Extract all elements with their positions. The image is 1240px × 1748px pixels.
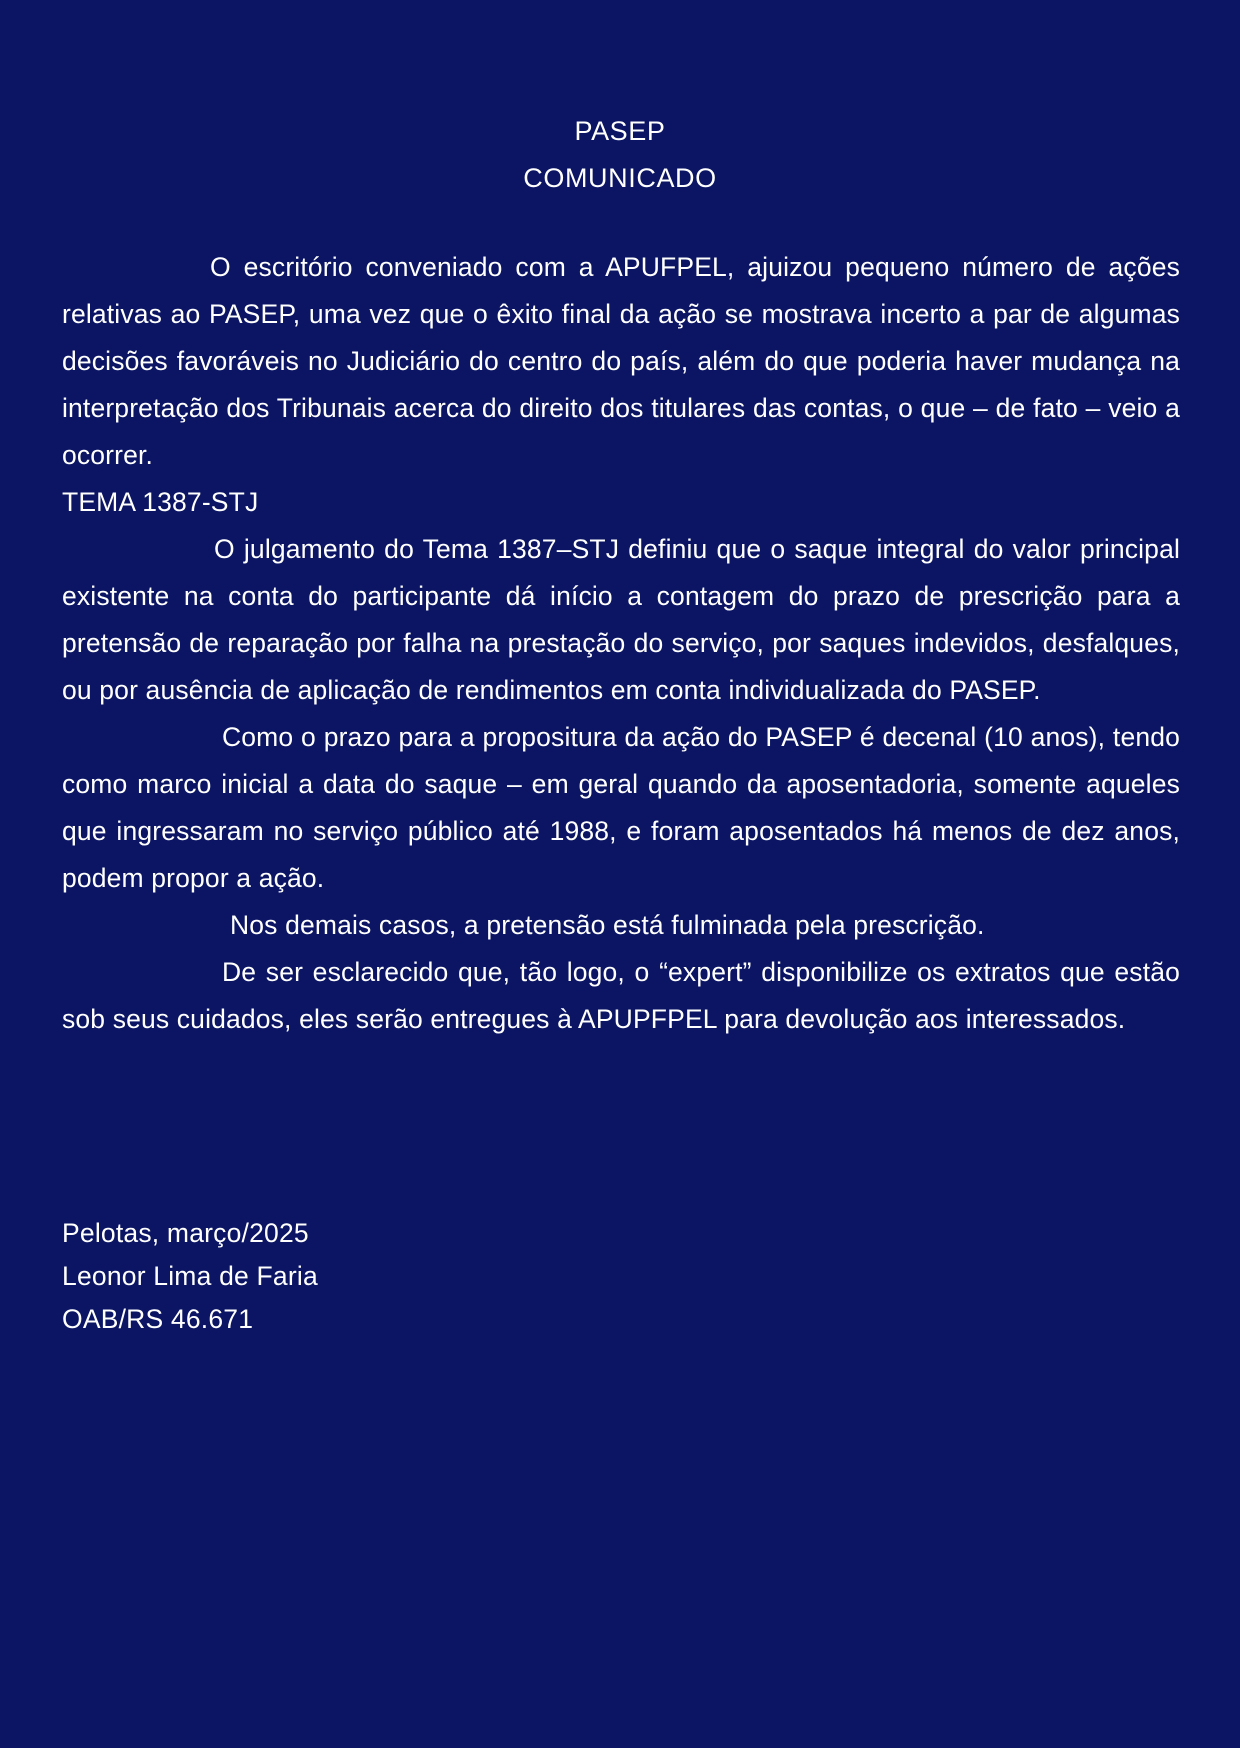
section-label-tema-1387-stj: TEMA 1387-STJ [62,487,259,517]
signature-registration: OAB/RS 46.671 [62,1304,254,1334]
signature-block [62,1212,318,1341]
body-paragraph-2: O julgamento do Tema 1387–STJ definiu que o saque integral do valor principal existente na conta do participante dá início a contagem do prazo de prescrição para a pretensão de reparação por falha na prestação do serviço, por saques indevidos, desfalques, ou por ausência de aplicação de rendimentos em conta individualizada do PASEP. [62,534,1180,705]
body-paragraph-1: O escritório conveniado com a APUFPEL, ajuizou pequeno número de ações relativas ao PASEP, uma vez que o êxito final da ação se mostrava incerto a par de algumas decisões favoráveis no Judiciário do centro do país, além do que poderia haver mudança na interpretação dos Tribunais acerca do direito dos titulares das contas, o que – de fato – veio a ocorrer. [62,252,1180,470]
body-paragraph-3: Como o prazo para a propositura da ação do PASEP é decenal (10 anos), tendo como marco inicial a data do saque – em geral quando da aposentadoria, somente aqueles que ingressaram no serviço público até 1988, e foram aposentados há menos de dez anos, podem propor a ação. [62,722,1180,893]
document-body [0,244,1240,1043]
signature-place-date: Pelotas, março/2025 [62,1218,309,1248]
heading-title-pasep: PASEP [574,116,666,146]
body-paragraph-4: Nos demais casos, a pretensão está fulminada pela prescrição. [230,910,985,940]
document-heading [0,0,1240,202]
body-paragraph-5: De ser esclarecido que, tão logo, o “expert” disponibilize os extratos que estão sob seus cuidados, eles serão entregues à APUPFPEL para devolução aos interessados. [62,957,1180,1034]
signature-name: Leonor Lima de Faria [62,1261,318,1291]
heading-subtitle-comunicado: COMUNICADO [523,163,717,193]
